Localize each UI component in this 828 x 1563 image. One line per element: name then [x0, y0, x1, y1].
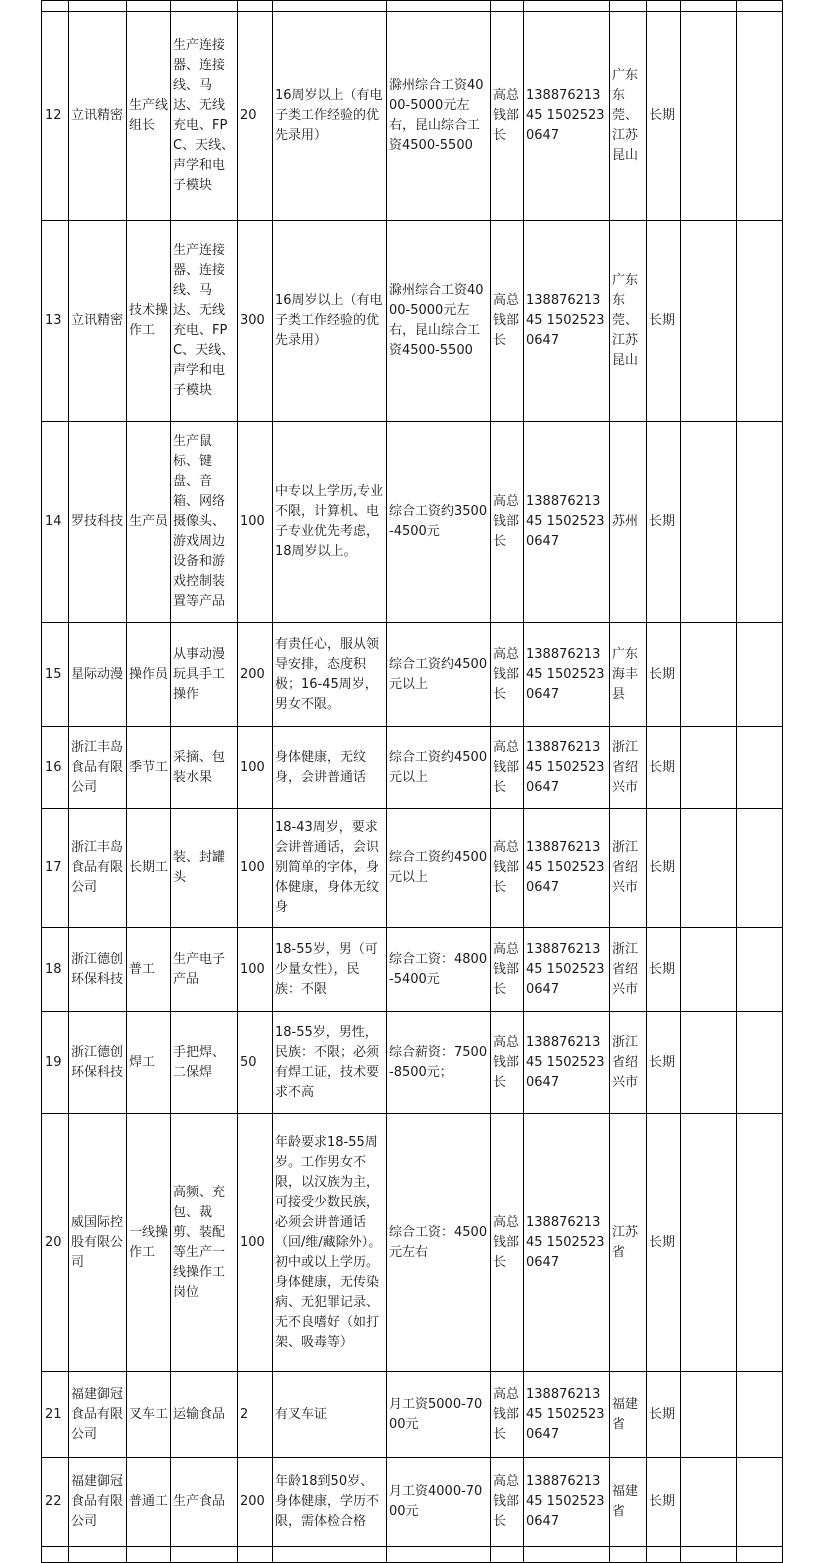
requirements-cell: 18-55岁，男（可少量女性），民族：不限 [273, 928, 387, 1012]
empty-cell [610, 1547, 647, 1563]
position-cell: 生产线组长 [127, 12, 171, 221]
position-cell: 长期工 [127, 809, 171, 928]
contact-cell: 高总钱部长 [491, 1114, 524, 1372]
company-cell: 立讯精密 [69, 221, 127, 422]
empty-cell [387, 1547, 491, 1563]
empty-cell [737, 1, 783, 12]
phone-cell: 13887621345 15025230647 [524, 1012, 610, 1114]
empty-cell [127, 1547, 171, 1563]
headcount-cell: 300 [238, 221, 273, 422]
empty-cell [238, 1547, 273, 1563]
empty-cell [42, 1, 69, 12]
salary-cell: 综合工资约4500元以上 [387, 809, 491, 928]
empty-cell [737, 221, 783, 422]
empty-cell [681, 221, 737, 422]
row-number-cell: 21 [42, 1372, 69, 1458]
empty-cell [737, 1547, 783, 1563]
empty-cell [647, 1547, 681, 1563]
location-cell: 浙江省绍兴市 [610, 928, 647, 1012]
table-row [42, 809, 783, 928]
requirements-cell: 中专以上学历,专业不限，计算机、电子专业优先考虑，18周岁以上。 [273, 422, 387, 623]
location-cell: 广东海丰县 [610, 623, 647, 727]
phone-cell: 13887621345 15025230647 [524, 928, 610, 1012]
phone-cell: 13887621345 15025230647 [524, 422, 610, 623]
term-cell: 长期 [647, 928, 681, 1012]
requirements-cell: 16周岁以上（有电子类工作经验的优先录用） [273, 221, 387, 422]
term-cell: 长期 [647, 1458, 681, 1547]
company-cell: 星际动漫 [69, 623, 127, 727]
empty-cell [681, 422, 737, 623]
company-cell: 浙江丰岛食品有限公司 [69, 809, 127, 928]
requirements-cell: 身体健康，无纹身，会讲普通话 [273, 727, 387, 809]
job-content-cell: 运输食品 [171, 1372, 238, 1458]
empty-cell [681, 1012, 737, 1114]
phone-cell: 13887621345 15025230647 [524, 1372, 610, 1458]
empty-cell [42, 1547, 69, 1563]
table-row [42, 12, 783, 221]
empty-cell [737, 1114, 783, 1372]
company-cell: 威国际控股有限公司 [69, 1114, 127, 1372]
contact-cell: 高总钱部长 [491, 1012, 524, 1114]
location-cell: 浙江省绍兴市 [610, 809, 647, 928]
requirements-cell: 年龄18到50岁、身体健康，学历不限，需体检合格 [273, 1458, 387, 1547]
salary-cell: 综合工资约4500元以上 [387, 623, 491, 727]
table-row [42, 1547, 783, 1563]
headcount-cell: 100 [238, 809, 273, 928]
empty-cell [681, 1547, 737, 1563]
company-cell: 浙江德创环保科技 [69, 1012, 127, 1114]
row-number-cell: 19 [42, 1012, 69, 1114]
job-content-cell: 生产食品 [171, 1458, 238, 1547]
headcount-cell: 100 [238, 422, 273, 623]
empty-cell [737, 1012, 783, 1114]
empty-cell [273, 1547, 387, 1563]
salary-cell: 滁州综合工资4000-5000元左右，昆山综合工资4500-5500 [387, 12, 491, 221]
empty-cell [681, 1, 737, 12]
job-content-cell: 高频、充包、裁剪、装配等生产一线操作工岗位 [171, 1114, 238, 1372]
salary-cell: 综合工资：4500元左右 [387, 1114, 491, 1372]
contact-cell: 高总钱部长 [491, 1458, 524, 1547]
position-cell: 普通工 [127, 1458, 171, 1547]
empty-cell [737, 12, 783, 221]
salary-cell: 滁州综合工资4000-5000元左右，昆山综合工资4500-5500 [387, 221, 491, 422]
table-body [42, 1, 783, 1563]
empty-cell [681, 1114, 737, 1372]
empty-cell [491, 1547, 524, 1563]
empty-cell [127, 1, 171, 12]
term-cell: 长期 [647, 1372, 681, 1458]
empty-cell [171, 1547, 238, 1563]
phone-cell: 13887621345 15025230647 [524, 221, 610, 422]
row-number-cell: 16 [42, 727, 69, 809]
location-cell: 浙江省绍兴市 [610, 1012, 647, 1114]
headcount-cell: 100 [238, 928, 273, 1012]
empty-cell [681, 809, 737, 928]
job-content-cell: 生产电子产品 [171, 928, 238, 1012]
row-number-cell: 22 [42, 1458, 69, 1547]
term-cell: 长期 [647, 12, 681, 221]
empty-cell [273, 1, 387, 12]
empty-cell [737, 623, 783, 727]
empty-cell [681, 12, 737, 221]
location-cell: 浙江省绍兴市 [610, 727, 647, 809]
position-cell: 季节工 [127, 727, 171, 809]
table-row [42, 1012, 783, 1114]
empty-cell [681, 1458, 737, 1547]
company-cell: 浙江德创环保科技 [69, 928, 127, 1012]
job-content-cell: 生产连接器、连接线、马达、无线充电、FPC、天线、声学和电子模块 [171, 12, 238, 221]
position-cell: 操作员 [127, 623, 171, 727]
table-row [42, 623, 783, 727]
contact-cell: 高总钱部长 [491, 12, 524, 221]
phone-cell: 13887621345 15025230647 [524, 1114, 610, 1372]
empty-cell [737, 809, 783, 928]
phone-cell: 13887621345 15025230647 [524, 623, 610, 727]
empty-cell [737, 727, 783, 809]
term-cell: 长期 [647, 809, 681, 928]
headcount-cell: 200 [238, 1458, 273, 1547]
location-cell: 福建省 [610, 1372, 647, 1458]
row-number-cell: 13 [42, 221, 69, 422]
position-cell: 生产员 [127, 422, 171, 623]
job-content-cell: 手把焊、二保焊 [171, 1012, 238, 1114]
recruitment-table [41, 0, 783, 1563]
location-cell: 苏州 [610, 422, 647, 623]
empty-cell [524, 1, 610, 12]
requirements-cell: 有责任心，服从领导安排，态度积极；16-45周岁，男女不限。 [273, 623, 387, 727]
empty-cell [387, 1, 491, 12]
requirements-cell: 年龄要求18-55周岁。工作男女不限，以汉族为主，可接受少数民族，必须会讲普通话（回/维/藏除外）。初中或以上学历。身体健康，无传染病、无犯罪记录、无不良嗜好（如打架、吸毒等） [273, 1114, 387, 1372]
position-cell: 叉车工 [127, 1372, 171, 1458]
position-cell: 技术操作工 [127, 221, 171, 422]
requirements-cell: 18-43周岁，要求会讲普通话，会识别简单的字体，身体健康，身体无纹身 [273, 809, 387, 928]
table-row [42, 928, 783, 1012]
phone-cell: 13887621345 15025230647 [524, 12, 610, 221]
position-cell: 普工 [127, 928, 171, 1012]
requirements-cell: 有叉车证 [273, 1372, 387, 1458]
salary-cell: 综合工资约4500元以上 [387, 727, 491, 809]
company-cell: 罗技科技 [69, 422, 127, 623]
empty-cell [681, 1372, 737, 1458]
headcount-cell: 200 [238, 623, 273, 727]
job-content-cell: 生产连接器、连接线、马达、无线充电、FPC、天线、声学和电子模块 [171, 221, 238, 422]
term-cell: 长期 [647, 623, 681, 727]
job-content-cell: 从事动漫玩具手工操作 [171, 623, 238, 727]
phone-cell: 13887621345 15025230647 [524, 1458, 610, 1547]
table-row [42, 727, 783, 809]
contact-cell: 高总钱部长 [491, 809, 524, 928]
headcount-cell: 100 [238, 727, 273, 809]
location-cell: 江苏省 [610, 1114, 647, 1372]
row-number-cell: 15 [42, 623, 69, 727]
job-content-cell: 采摘、包装水果 [171, 727, 238, 809]
contact-cell: 高总钱部长 [491, 727, 524, 809]
salary-cell: 月工资4000-7000元 [387, 1458, 491, 1547]
contact-cell: 高总钱部长 [491, 221, 524, 422]
requirements-cell: 16周岁以上（有电子类工作经验的优先录用） [273, 12, 387, 221]
row-number-cell: 20 [42, 1114, 69, 1372]
contact-cell: 高总钱部长 [491, 422, 524, 623]
empty-cell [737, 1372, 783, 1458]
job-content-cell: 装、封罐头 [171, 809, 238, 928]
headcount-cell: 20 [238, 12, 273, 221]
location-cell: 广东东莞、江苏昆山 [610, 221, 647, 422]
empty-cell [737, 1458, 783, 1547]
company-cell: 立讯精密 [69, 12, 127, 221]
contact-cell: 高总钱部长 [491, 928, 524, 1012]
row-number-cell: 18 [42, 928, 69, 1012]
table-row [42, 1372, 783, 1458]
empty-cell [737, 928, 783, 1012]
company-cell: 福建御冠食品有限公司 [69, 1372, 127, 1458]
phone-cell: 13887621345 15025230647 [524, 809, 610, 928]
empty-cell [69, 1547, 127, 1563]
requirements-cell: 18-55岁，男性，民族：不限；必须有焊工证，技术要求不高 [273, 1012, 387, 1114]
company-cell: 福建御冠食品有限公司 [69, 1458, 127, 1547]
location-cell: 广东东莞、江苏昆山 [610, 12, 647, 221]
phone-cell: 13887621345 15025230647 [524, 727, 610, 809]
salary-cell: 综合工资约3500-4500元 [387, 422, 491, 623]
empty-cell [238, 1, 273, 12]
table-row [42, 422, 783, 623]
company-cell: 浙江丰岛食品有限公司 [69, 727, 127, 809]
term-cell: 长期 [647, 1012, 681, 1114]
salary-cell: 月工资5000-7000元 [387, 1372, 491, 1458]
location-cell: 福建省 [610, 1458, 647, 1547]
empty-cell [491, 1, 524, 12]
row-number-cell: 14 [42, 422, 69, 623]
empty-cell [171, 1, 238, 12]
position-cell: 一线操作工 [127, 1114, 171, 1372]
table-row [42, 1114, 783, 1372]
contact-cell: 高总钱部长 [491, 1372, 524, 1458]
position-cell: 焊工 [127, 1012, 171, 1114]
row-number-cell: 17 [42, 809, 69, 928]
empty-cell [524, 1547, 610, 1563]
table-row [42, 1458, 783, 1547]
salary-cell: 综合工资：4800-5400元 [387, 928, 491, 1012]
headcount-cell: 2 [238, 1372, 273, 1458]
empty-cell [681, 928, 737, 1012]
table-row [42, 221, 783, 422]
headcount-cell: 100 [238, 1114, 273, 1372]
empty-cell [681, 727, 737, 809]
job-content-cell: 生产鼠标、键盘、音箱、网络摄像头、游戏周边设备和游戏控制装置等产品 [171, 422, 238, 623]
empty-cell [610, 1, 647, 12]
empty-cell [737, 422, 783, 623]
empty-cell [69, 1, 127, 12]
term-cell: 长期 [647, 1114, 681, 1372]
salary-cell: 综合薪资：7500-8500元； [387, 1012, 491, 1114]
headcount-cell: 50 [238, 1012, 273, 1114]
term-cell: 长期 [647, 221, 681, 422]
term-cell: 长期 [647, 422, 681, 623]
row-number-cell: 12 [42, 12, 69, 221]
term-cell: 长期 [647, 727, 681, 809]
contact-cell: 高总钱部长 [491, 623, 524, 727]
empty-cell [681, 623, 737, 727]
table-row [42, 1, 783, 12]
empty-cell [647, 1, 681, 12]
